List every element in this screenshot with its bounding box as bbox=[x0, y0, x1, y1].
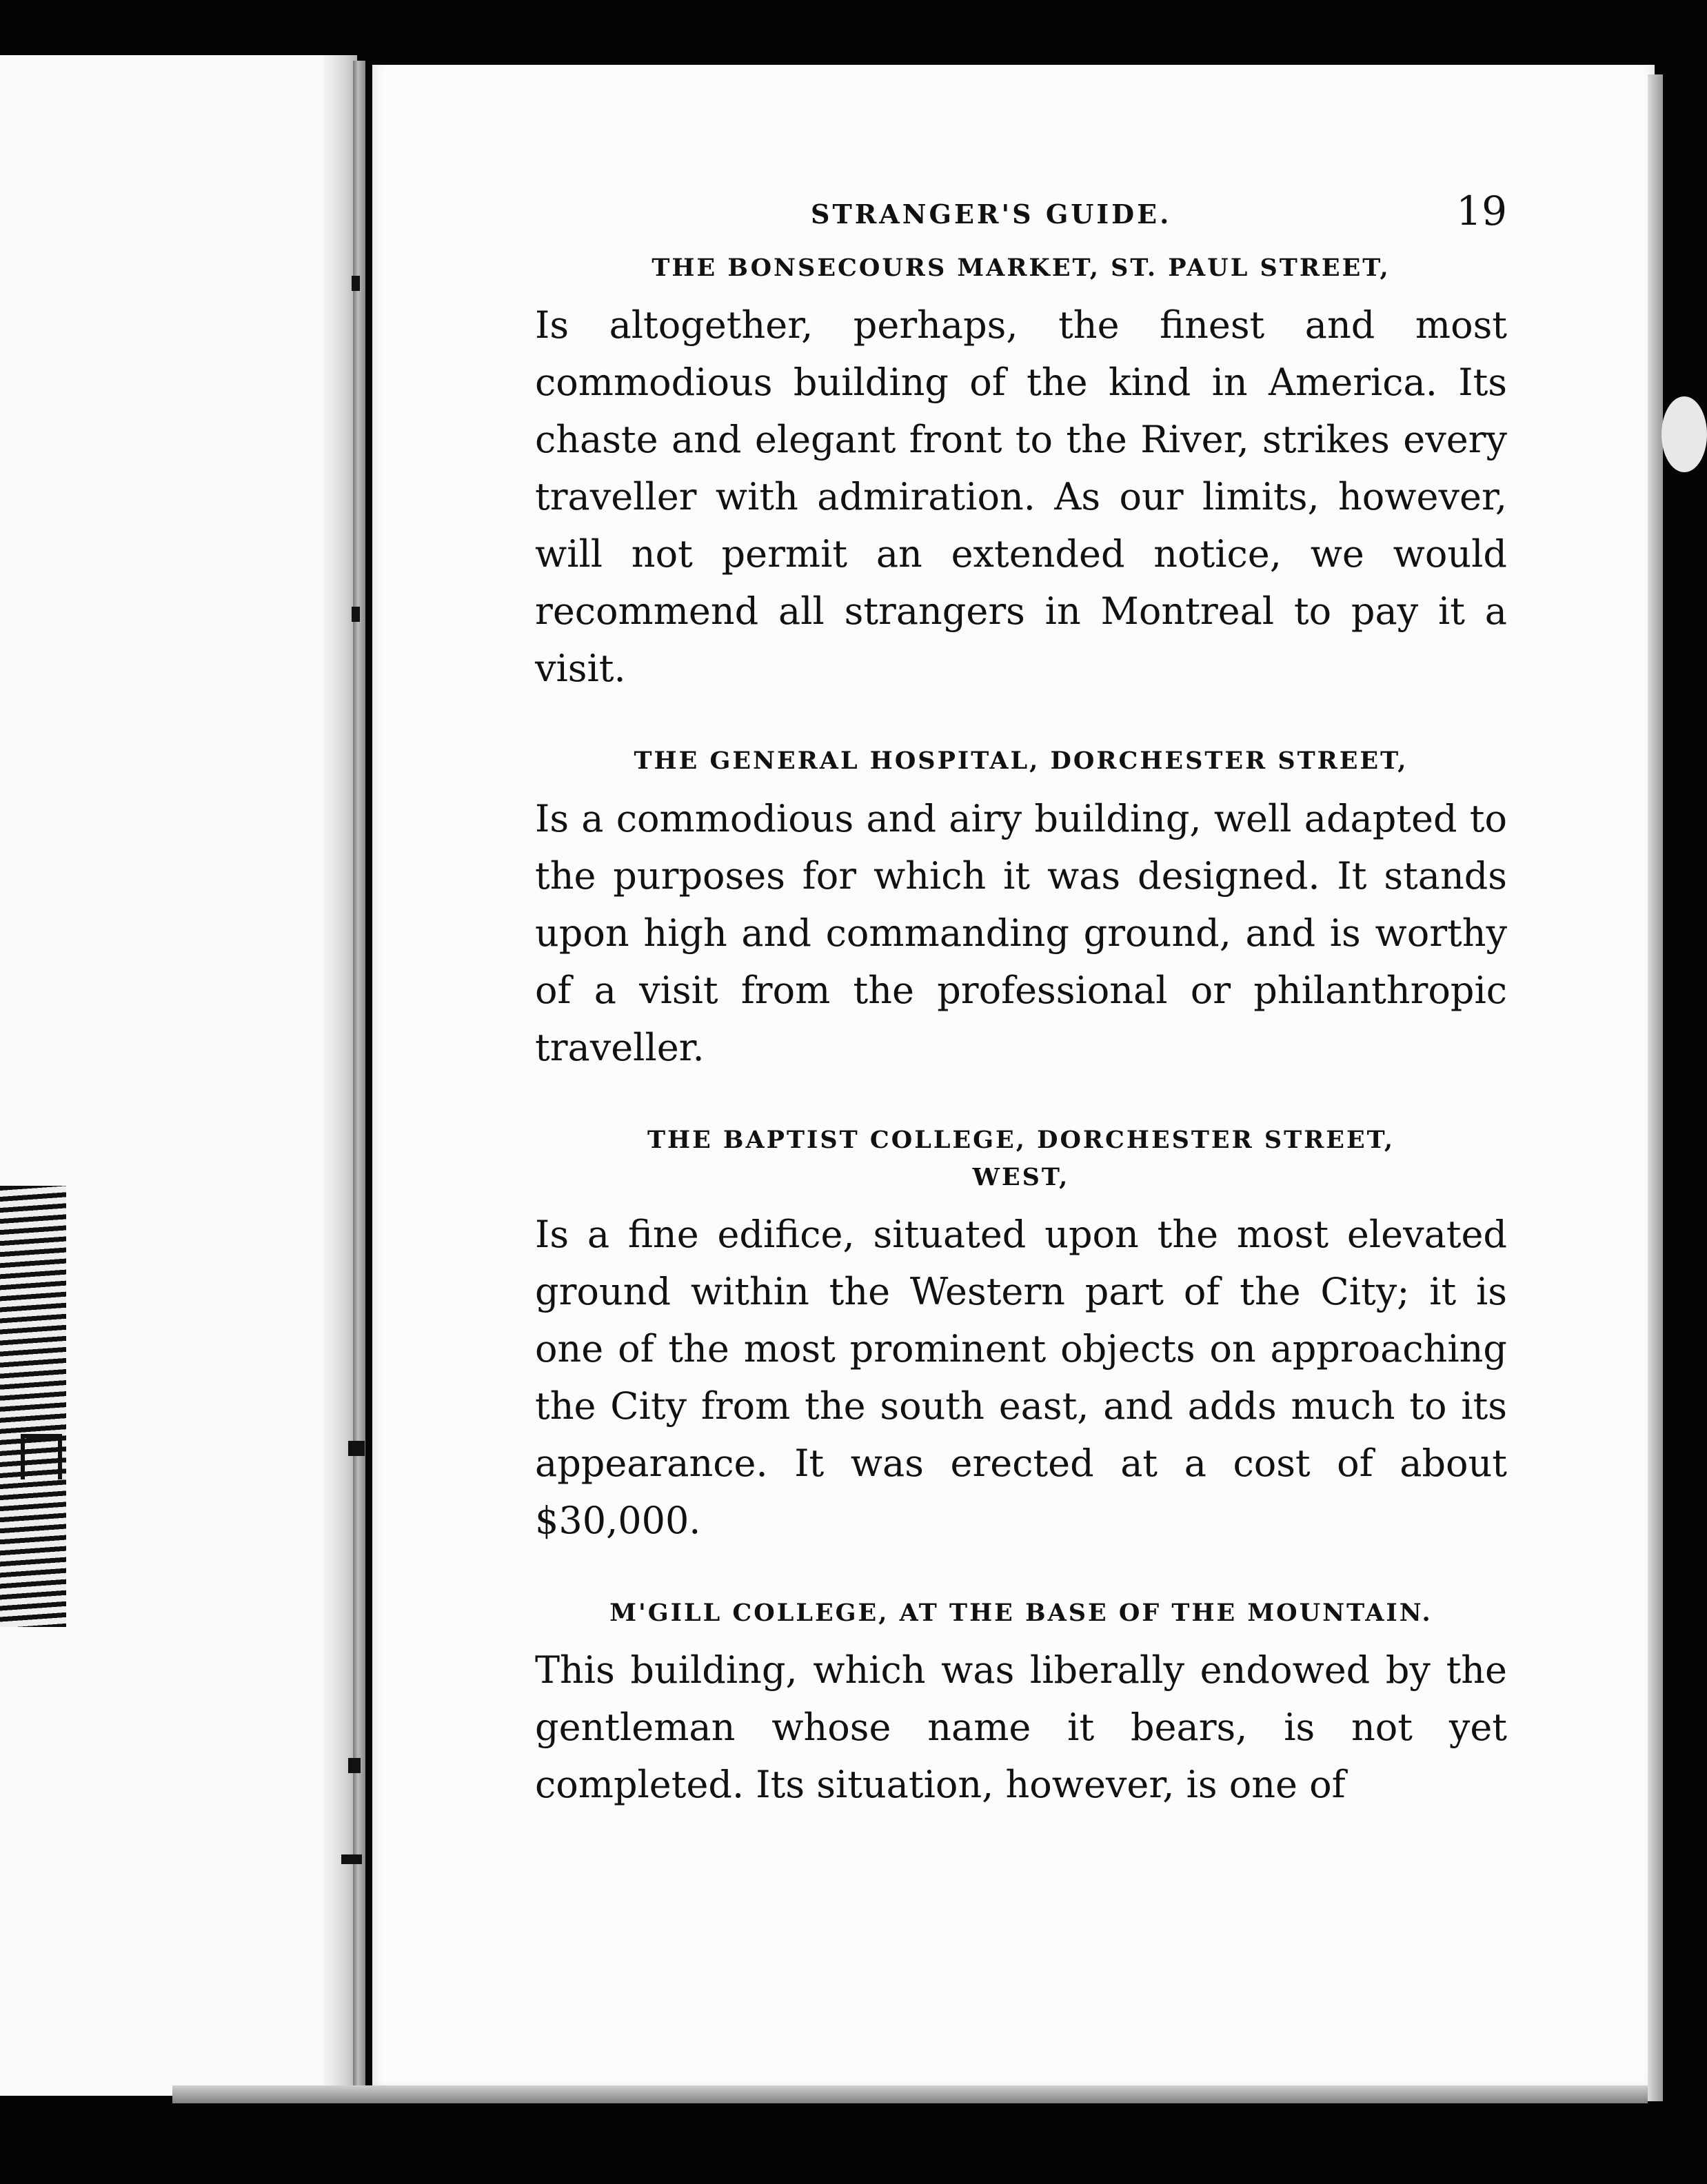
section-paragraph: This building, which was liberally endowed by the gentleman whose name it bears, is not yet completed. Its situation, however, is one of bbox=[535, 1648, 1507, 1807]
section-paragraph: Is altogether, perhaps, the finest and most commodious building of the kind in America. Its chaste and elegant front to the River, strikes every traveller with admiration. As our limits, however, will not permit an extended notice, we would recommend all strangers in Montreal to pay it a visit. bbox=[535, 303, 1507, 691]
binding-mark bbox=[352, 607, 360, 622]
edge-blot bbox=[1661, 396, 1707, 472]
section-heading: M'GILL COLLEGE, AT THE BASE OF THE MOUNTAIN. bbox=[609, 1599, 1433, 1627]
section-heading: THE BAPTIST COLLEGE, DORCHESTER STREET, WEST, bbox=[647, 1125, 1395, 1191]
facing-left-page bbox=[0, 55, 345, 2096]
binding-mark bbox=[352, 276, 360, 291]
section-heading: THE BONSECOURS MARKET, ST. PAUL STREET, bbox=[652, 254, 1391, 282]
running-title: STRANGER'S GUIDE. bbox=[811, 199, 1172, 230]
page-edge bbox=[1648, 74, 1663, 2101]
section-paragraph: Is a fine edifice, situated upon the most elevated ground within the Western part of the City; it is one of the most prominent objects on approaching the City from the south east, and adds much to its appearance. It was erected at a cost of about $30,000. bbox=[535, 1213, 1507, 1542]
binding-mark bbox=[348, 1441, 365, 1456]
running-head bbox=[535, 185, 1507, 240]
gutter-shadow bbox=[324, 55, 357, 2096]
binding-mark bbox=[341, 1854, 362, 1864]
book-gutter bbox=[353, 61, 365, 2094]
page-number: 19 bbox=[1456, 188, 1507, 234]
text-column bbox=[535, 185, 1507, 1859]
page-bottom-edge bbox=[172, 2085, 1648, 2103]
section-heading: THE GENERAL HOSPITAL, DORCHESTER STREET, bbox=[634, 747, 1408, 776]
engraving-fragment bbox=[0, 1186, 66, 1627]
binding-mark bbox=[348, 1758, 361, 1773]
section-paragraph: Is a commodious and airy building, well adapted to the purposes for which it was designed. It stands upon high and commanding ground, and is worthy of a visit from the professional or philanthropic traveller. bbox=[535, 796, 1507, 1069]
engraving-detail bbox=[21, 1434, 62, 1479]
